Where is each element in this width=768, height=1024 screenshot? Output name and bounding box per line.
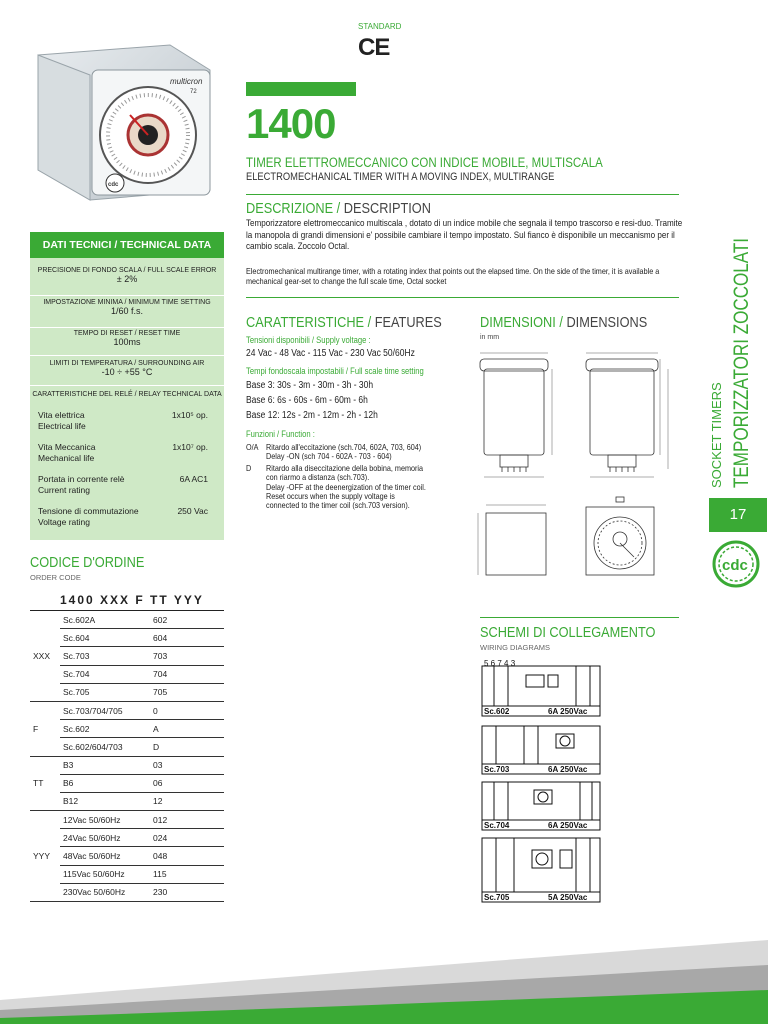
- description-text-en: Electromechanical multirange timer, with a rotating index that points out the elapsed time. On the side of the timer, it is available a mechanical gear-set to change the full scale time, Octal socket: [246, 266, 660, 286]
- order-group-name: XXX: [33, 650, 51, 661]
- technical-data-title: DATI TECNICI / TECHNICAL DATA: [30, 232, 224, 258]
- order-option: Sc.704: [60, 665, 150, 683]
- order-code-value: 024: [150, 829, 224, 847]
- order-code-row: [30, 865, 224, 883]
- order-group-name: F: [33, 723, 39, 734]
- order-option: Sc.703: [60, 647, 150, 665]
- relay-item: Vita elettrica Electrical life: [38, 410, 86, 431]
- wiring-subtitle: WIRING DIAGRAMS: [480, 643, 551, 652]
- range-label: Tempi fondoscala impostabili / Full scale time setting: [246, 366, 424, 376]
- order-option: Sc.705: [60, 683, 150, 701]
- order-code-value: 703: [150, 647, 224, 665]
- order-code-row: [30, 611, 224, 629]
- tech-row: TEMPO DI RESET / RESET TIME 100ms: [30, 328, 224, 356]
- range-line: Base 3: 30s - 3m - 30m - 3h - 30h: [246, 380, 374, 391]
- order-code-value: 704: [150, 665, 224, 683]
- order-code-row: [30, 774, 224, 792]
- relay-item: Tensione di commutazione Voltage rating: [38, 506, 139, 527]
- relay-item: Portata in corrente relè Current rating: [38, 474, 125, 495]
- dimensions-title: DIMENSIONI / DIMENSIONS: [480, 314, 648, 331]
- page-number: 17: [709, 498, 767, 532]
- dimension-drawings: [470, 345, 700, 585]
- order-code-value: 03: [150, 756, 224, 774]
- order-code-value: 602: [150, 611, 224, 629]
- order-option: B6: [60, 774, 150, 792]
- order-code-value: 115: [150, 865, 224, 883]
- order-code-value: A: [150, 720, 224, 738]
- order-option: B12: [60, 792, 150, 810]
- order-code-row: [30, 629, 224, 647]
- wiring-label: Sc.602: [484, 707, 510, 716]
- order-option: Sc.602A: [60, 611, 150, 629]
- svg-text:cdc: cdc: [722, 557, 748, 574]
- order-code-value: 230: [150, 883, 224, 901]
- side-label-en: SOCKET TIMERS: [709, 382, 724, 488]
- model-number: 1400: [246, 100, 336, 147]
- divider: [480, 617, 679, 618]
- title-italian: TIMER ELETTROMECCANICO CON INDICE MOBILE, MULTISCALA: [246, 155, 603, 170]
- order-code-row: [30, 811, 224, 829]
- order-option: 115Vac 50/60Hz: [60, 865, 150, 883]
- order-code-table: [30, 610, 224, 902]
- range-line: Base 6: 6s - 60s - 6m - 60m - 6h: [246, 395, 368, 406]
- svg-text:cdc: cdc: [108, 182, 119, 188]
- voltage-value: 24 Vac - 48 Vac - 115 Vac - 230 Vac 50/60Hz: [246, 348, 415, 359]
- order-code-row: [30, 883, 224, 901]
- order-code-row: [30, 738, 224, 756]
- product-brand-text: multicron: [170, 77, 203, 86]
- order-code-value: 06: [150, 774, 224, 792]
- order-code-value: 048: [150, 847, 224, 865]
- order-code-row: [30, 683, 224, 701]
- order-option: Sc.602/604/703: [60, 738, 150, 756]
- range-line: Base 12: 12s - 2m - 12m - 2h - 12h: [246, 410, 378, 421]
- description-title: DESCRIZIONE / DESCRIPTION: [246, 200, 431, 217]
- order-option: Sc.703/704/705: [60, 701, 150, 719]
- function-line: Ritardo alla diseccitazione della bobina, memoria: [266, 463, 424, 473]
- tech-row: PRECISIONE DI FONDO SCALA / FULL SCALE ERROR ± 2%: [30, 264, 224, 296]
- order-option: 24Vac 50/60Hz: [60, 829, 150, 847]
- ce-mark: CE: [358, 34, 390, 61]
- order-group-name: TT: [33, 778, 44, 789]
- order-code-row: [30, 756, 224, 774]
- order-code-value: D: [150, 738, 224, 756]
- voltage-label: Tensioni disponibili / Supply voltage :: [246, 335, 371, 345]
- wiring-label: Sc.705: [484, 893, 510, 902]
- order-option: Sc.604: [60, 629, 150, 647]
- svg-text:72: 72: [190, 89, 197, 95]
- function-line: Reset occurs when the supply voltage is: [266, 491, 395, 501]
- order-option: 48Vac 50/60Hz: [60, 847, 150, 865]
- order-code-value: 0: [150, 701, 224, 719]
- function-line: con riarmo a distanza (sch.703).: [266, 472, 370, 482]
- function-line: Ritardo all'eccitazione (sch.704, 602A, 703, 604): [266, 442, 422, 452]
- cdc-logo: [712, 540, 760, 588]
- side-label-it: TEMPORIZZATORI ZOCCOLATI: [730, 230, 753, 488]
- relay-value: 1x10⁵ op.: [171, 410, 208, 420]
- svg-text:6A 250Vac: 6A 250Vac: [548, 821, 588, 830]
- relay-item: Vita Meccanica Mechanical life: [38, 442, 96, 463]
- title-english: ELECTROMECHANICAL TIMER WITH A MOVING INDEX, MULTIRANGE: [246, 171, 555, 183]
- wiring-label: Sc.704: [484, 821, 510, 830]
- order-code-value: 12: [150, 792, 224, 810]
- tech-row: IMPOSTAZIONE MINIMA / MINIMUM TIME SETTING 1/60 f.s.: [30, 296, 224, 328]
- features-title: CARATTERISTICHE / FEATURES: [246, 314, 442, 331]
- function-code: D: [246, 463, 252, 473]
- order-code-value: 604: [150, 629, 224, 647]
- order-code-value: 705: [150, 683, 224, 701]
- order-group-name: YYY: [33, 851, 51, 862]
- order-code-row: [30, 701, 224, 719]
- order-code-title: CODICE D'ORDINE: [30, 554, 145, 571]
- svg-text:5A 250Vac: 5A 250Vac: [548, 893, 588, 902]
- order-option: 12Vac 50/60Hz: [60, 811, 150, 829]
- order-code-row: [30, 720, 224, 738]
- relay-value: 250 Vac: [177, 506, 208, 516]
- function-label: Funzioni / Function :: [246, 429, 315, 439]
- order-code-row: [30, 647, 224, 665]
- divider: [246, 297, 679, 298]
- svg-text:6A 250Vac: 6A 250Vac: [548, 765, 588, 774]
- wiring-title: SCHEMI DI COLLEGAMENTO: [480, 624, 656, 641]
- order-code-row: [30, 847, 224, 865]
- relay-title: CARATTERISTICHE DEL RELÉ / RELAY TECHNICAL DATA: [32, 391, 222, 398]
- function-line: Delay -OFF at the deenergization of the timer coil.: [266, 482, 426, 492]
- order-option: Sc.602: [60, 720, 150, 738]
- divider: [246, 194, 679, 195]
- relay-value: 6A AC1: [179, 474, 208, 484]
- function-line: Delay -ON (sch 704 - 602A - 703 - 604): [266, 451, 392, 461]
- header-white-block: [246, 0, 356, 82]
- wiring-diagrams: [480, 660, 604, 906]
- svg-text:6A 250Vac: 6A 250Vac: [548, 707, 588, 716]
- order-code-subtitle: ORDER CODE: [30, 573, 81, 582]
- description-text-it: Temporizzatore elettromeccanico multiscala , dotato di un indice mobile che segnala il tempo trascorso e resi-duo. Tramite la manopola di grandi dimensioni e' possibile cambiare il tempo impostato. Sul fianco è disponibile un meccanismo per il cambio scala. Zoccolo Octal.: [246, 218, 683, 252]
- function-code: O/A: [246, 442, 259, 452]
- order-code-pattern: 1400 XXX F TT YYY: [60, 593, 204, 607]
- order-option: 230Vac 50/60Hz: [60, 883, 150, 901]
- svg-text:5 6 7 4 3: 5 6 7 4 3: [484, 660, 516, 668]
- wiring-label: Sc.703: [484, 765, 510, 774]
- order-option: B3: [60, 756, 150, 774]
- order-code-value: 012: [150, 811, 224, 829]
- tech-row: LIMITI DI TEMPERATURA / SURROUNDING AIR -10 ÷ +55 °C: [30, 356, 224, 386]
- order-code-row: [30, 665, 224, 683]
- order-code-row: [30, 792, 224, 810]
- relay-value: 1x10⁷ op.: [172, 442, 208, 452]
- bottom-decorative-stripe: [0, 940, 768, 1024]
- order-code-row: [30, 829, 224, 847]
- standard-label: STANDARD: [358, 22, 402, 31]
- function-line: connected to the timer coil (sch.703 version).: [266, 500, 410, 510]
- side-category-label: [704, 230, 764, 500]
- dimensions-unit: in mm: [480, 334, 500, 341]
- product-photo: [30, 40, 230, 205]
